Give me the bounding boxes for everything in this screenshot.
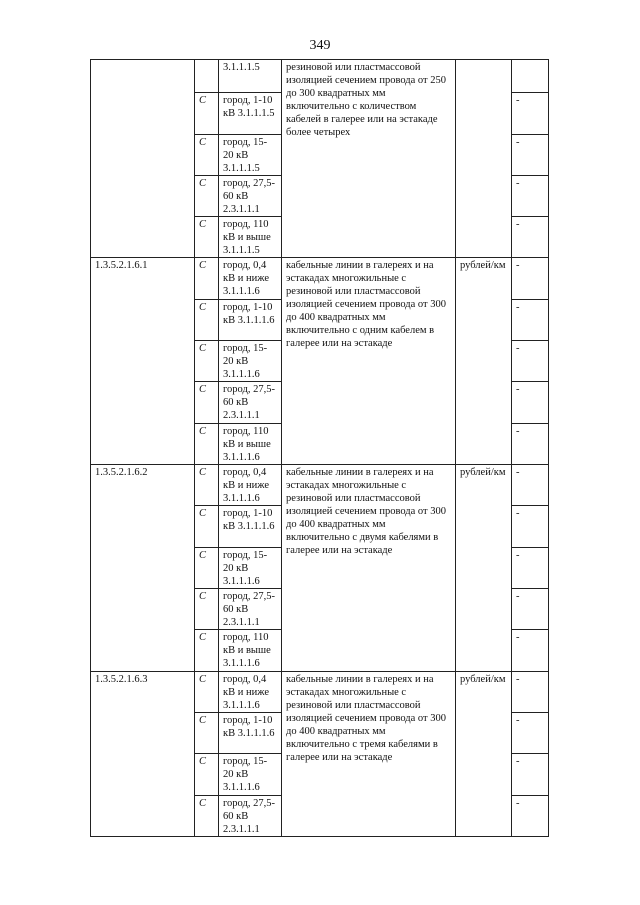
- location-voltage-cell: 3.1.1.1.5: [219, 60, 282, 93]
- location-voltage-cell: город, 110 кВ и выше 3.1.1.1.6: [219, 424, 282, 465]
- tariff-table: [90, 59, 549, 837]
- unit-cell: [456, 60, 512, 258]
- territory-flag-cell: С: [195, 93, 219, 135]
- territory-flag-cell: С: [195, 300, 219, 341]
- location-voltage-cell: город, 15-20 кВ 3.1.1.1.5: [219, 135, 282, 176]
- item-code-cell: [91, 60, 195, 258]
- value-cell: -: [512, 382, 549, 424]
- territory-flag-cell: С: [195, 713, 219, 754]
- territory-flag-cell: С: [195, 589, 219, 630]
- unit-cell: рублей/км: [456, 258, 512, 465]
- description-cell: резиновой или пластмассовой изоляцией сечением провода от 250 до 300 квадратных мм включительно с количеством кабелей в галерее или на эстакаде более четырех: [282, 60, 456, 258]
- location-voltage-cell: город, 110 кВ и выше 3.1.1.1.6: [219, 630, 282, 672]
- table-row: [91, 672, 549, 713]
- item-code-cell: 1.3.5.2.1.6.1: [91, 258, 195, 465]
- description-cell: кабельные линии в галереях и на эстакадах многожильные с резиновой или пластмассовой изоляцией сечением провода от 300 до 400 квадратных мм включительно с тремя кабелями в галерее или на эстакаде: [282, 672, 456, 837]
- territory-flag-cell: С: [195, 382, 219, 424]
- territory-flag-cell: С: [195, 754, 219, 796]
- value-cell: [512, 60, 549, 93]
- value-cell: -: [512, 548, 549, 589]
- territory-flag-cell: С: [195, 506, 219, 548]
- location-voltage-cell: город, 15-20 кВ 3.1.1.1.6: [219, 754, 282, 796]
- location-voltage-cell: город, 15-20 кВ 3.1.1.1.6: [219, 341, 282, 382]
- location-voltage-cell: город, 27,5-60 кВ 2.3.1.1.1: [219, 176, 282, 217]
- location-voltage-cell: город, 0,4 кВ и ниже 3.1.1.1.6: [219, 465, 282, 506]
- value-cell: -: [512, 754, 549, 796]
- value-cell: -: [512, 93, 549, 135]
- location-voltage-cell: город, 1-10 кВ 3.1.1.1.6: [219, 300, 282, 341]
- location-voltage-cell: город, 27,5-60 кВ 2.3.1.1.1: [219, 382, 282, 424]
- territory-flag-cell: С: [195, 217, 219, 258]
- description-cell: кабельные линии в галереях и на эстакадах многожильные с резиновой или пластмассовой изоляцией сечением провода от 300 до 400 квадратных мм включительно с двумя кабелями в галерее или на эстакаде: [282, 465, 456, 672]
- value-cell: -: [512, 135, 549, 176]
- unit-cell: рублей/км: [456, 672, 512, 837]
- location-voltage-cell: город, 27,5-60 кВ 2.3.1.1.1: [219, 796, 282, 837]
- territory-flag-cell: С: [195, 796, 219, 837]
- value-cell: -: [512, 630, 549, 672]
- value-cell: -: [512, 341, 549, 382]
- value-cell: -: [512, 506, 549, 548]
- location-voltage-cell: город, 1-10 кВ 3.1.1.1.6: [219, 713, 282, 754]
- table-row: [91, 465, 549, 506]
- value-cell: -: [512, 796, 549, 837]
- value-cell: -: [512, 217, 549, 258]
- territory-flag-cell: С: [195, 630, 219, 672]
- location-voltage-cell: город, 1-10 кВ 3.1.1.1.6: [219, 506, 282, 548]
- territory-flag-cell: С: [195, 135, 219, 176]
- value-cell: -: [512, 424, 549, 465]
- unit-cell: рублей/км: [456, 465, 512, 672]
- territory-flag-cell: С: [195, 672, 219, 713]
- tariff-table-body: [91, 60, 549, 837]
- value-cell: -: [512, 465, 549, 506]
- territory-flag-cell: С: [195, 341, 219, 382]
- territory-flag-cell: С: [195, 176, 219, 217]
- value-cell: -: [512, 176, 549, 217]
- location-voltage-cell: город, 1-10 кВ 3.1.1.1.5: [219, 93, 282, 135]
- table-row: [91, 60, 549, 93]
- territory-flag-cell: С: [195, 424, 219, 465]
- location-voltage-cell: город, 15-20 кВ 3.1.1.1.6: [219, 548, 282, 589]
- item-code-cell: 1.3.5.2.1.6.3: [91, 672, 195, 837]
- location-voltage-cell: город, 0,4 кВ и ниже 3.1.1.1.6: [219, 672, 282, 713]
- location-voltage-cell: город, 110 кВ и выше 3.1.1.1.5: [219, 217, 282, 258]
- table-row: [91, 258, 549, 300]
- value-cell: -: [512, 713, 549, 754]
- value-cell: -: [512, 300, 549, 341]
- value-cell: -: [512, 672, 549, 713]
- page-number: 349: [309, 38, 331, 53]
- territory-flag-cell: С: [195, 258, 219, 300]
- value-cell: -: [512, 258, 549, 300]
- location-voltage-cell: город, 0,4 кВ и ниже 3.1.1.1.6: [219, 258, 282, 300]
- description-cell: кабельные линии в галереях и на эстакадах многожильные с резиновой или пластмассовой изоляцией сечением провода от 300 до 400 квадратных мм включительно с одним кабелем в галерее или на эстакаде: [282, 258, 456, 465]
- location-voltage-cell: город, 27,5-60 кВ 2.3.1.1.1: [219, 589, 282, 630]
- territory-flag-cell: [195, 60, 219, 93]
- territory-flag-cell: С: [195, 465, 219, 506]
- territory-flag-cell: С: [195, 548, 219, 589]
- item-code-cell: 1.3.5.2.1.6.2: [91, 465, 195, 672]
- value-cell: -: [512, 589, 549, 630]
